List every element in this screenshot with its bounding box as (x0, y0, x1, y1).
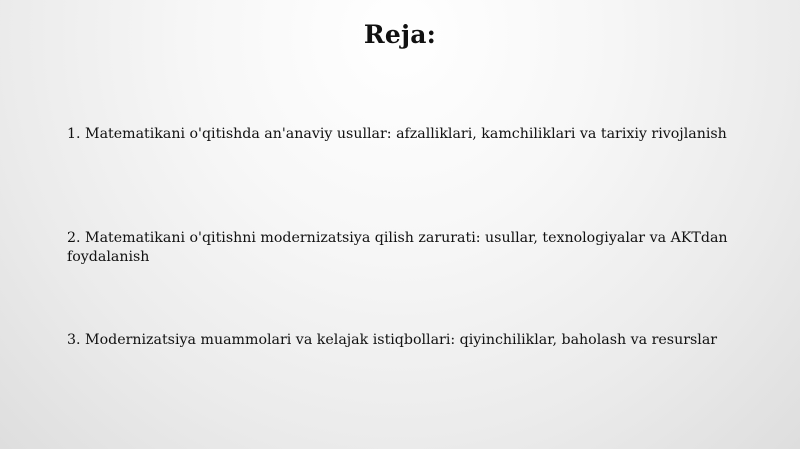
plan-item-3: 3. Modernizatsiya muammolari va kelajak istiqbollari: qiyinchiliklar, baholash va resurslar (67, 332, 718, 348)
plan-item-1: 1. Matematikani o'qitishda an'anaviy usullar: afzalliklari, kamchiliklari va tarixiy rivojlanish (67, 126, 727, 142)
slide-title: Reja: (363, 20, 437, 49)
plan-item-2: 2. Matematikani o'qitishni modernizatsiya qilish zarurati: usullar, texnologiyalar va AKTdan foydalanish (67, 230, 728, 265)
